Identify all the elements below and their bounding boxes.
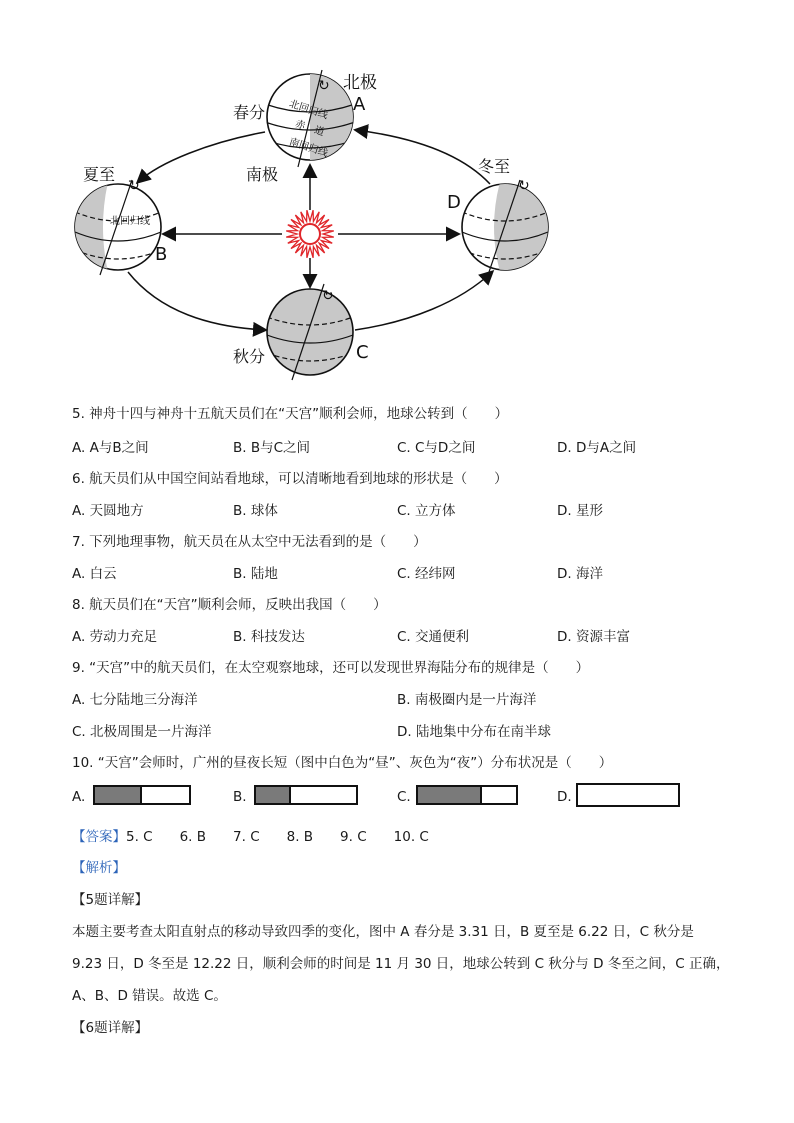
earth-autumn-c <box>267 284 353 380</box>
q6-option-d: D. 星形 <box>557 503 603 519</box>
q10-option-d-label: D. <box>557 789 572 805</box>
q5-option-a: A. A与B之间 <box>72 440 149 456</box>
label-c: C <box>356 342 369 363</box>
q8-option-b: B. 科技发达 <box>233 629 305 645</box>
q10-option-c-label: C. <box>397 789 411 805</box>
rotation-symbol-c-icon: ↻ <box>322 288 334 304</box>
label-equator: 赤 道 <box>293 118 326 139</box>
q9-option-c: C. 北极周围是一片海洋 <box>72 724 212 740</box>
label-b: B <box>155 244 168 265</box>
q10-option-c-bar <box>416 785 518 805</box>
analysis-tag: 【解析】 <box>72 860 126 876</box>
q10-option-b-bar <box>254 785 358 805</box>
rotation-symbol-d-icon: ↻ <box>518 178 530 194</box>
rotation-symbol-b-icon: ↻ <box>128 178 140 194</box>
earth-summer-b <box>75 180 161 275</box>
q7-option-a: A. 白云 <box>72 566 117 582</box>
label-winter: 冬至 <box>478 157 511 176</box>
label-spring: 春分 <box>233 103 266 122</box>
q5-option-b: B. B与C之间 <box>233 440 311 456</box>
q9-option-b: B. 南极圈内是一片海洋 <box>397 692 537 708</box>
label-a: A <box>353 94 366 115</box>
orbit-arc-c-to-d <box>355 272 492 330</box>
answer-tag: 【答案】 <box>72 829 126 845</box>
detail-5-line-2: 9.23 日，D 冬至是 12.22 日，顺利会师的时间是 11 月 30 日，地球公转到 C 秋分与 D 冬至之间，C 正确， <box>72 956 730 972</box>
question-10-stem: 10. “天宫”会师时，广州的昼夜长短（图中白色为“昼”、灰色为“夜”）分布状况是（ ） <box>72 755 613 771</box>
label-summer: 夏至 <box>83 165 116 184</box>
question-5-stem: 5. 神舟十四与神舟十五航天员们在“天宫”顺利会师，地球公转到（ ） <box>72 406 509 422</box>
q9-option-d: D. 陆地集中分布在南半球 <box>397 724 551 740</box>
q7-option-d: D. 海洋 <box>557 566 603 582</box>
q6-option-a: A. 天圆地方 <box>72 503 144 519</box>
label-south-pole: 南极 <box>246 165 279 184</box>
detail-5-line-1: 本题主要考查太阳直射点的移动导致四季的变化，图中 A 春分是 3.31 日，B 夏至是 6.22 日，C 秋分是 <box>72 924 694 940</box>
q10-option-b-label: B. <box>233 789 247 805</box>
label-north-pole: 北极 <box>343 73 377 93</box>
q7-option-b: B. 陆地 <box>233 566 278 582</box>
q10-option-a-bar <box>93 785 191 805</box>
q8-option-d: D. 资源丰富 <box>557 629 630 645</box>
orbit-arc-d-to-a <box>356 130 490 184</box>
q5-option-c: C. C与D之间 <box>397 440 476 456</box>
answer-line <box>72 825 429 845</box>
answer-values: 5. C 6. B 7. C 8. B 9. C 10. C <box>126 829 429 845</box>
label-tropic-cancer: 北回归线 <box>287 98 330 122</box>
q5-option-d: D. D与A之间 <box>557 440 637 456</box>
orbit-arc-b-to-c <box>128 272 265 330</box>
q6-option-c: C. 立方体 <box>397 503 456 519</box>
question-9-stem: 9. “天宫”中的航天员们，在太空观察地球，还可以发现世界海陆分布的规律是（ ） <box>72 660 590 676</box>
label-d: D <box>447 192 461 213</box>
q8-option-a: A. 劳动力充足 <box>72 629 158 645</box>
q8-option-c: C. 交通便利 <box>397 629 470 645</box>
detail-5-line-3: A、B、D 错误。故选 C。 <box>72 988 227 1004</box>
sun-core <box>300 224 320 244</box>
question-8-stem: 8. 航天员们在“天宫”顺利会师，反映出我国（ ） <box>72 597 387 613</box>
label-autumn: 秋分 <box>233 347 266 366</box>
label-tropic-cancer-b: 北回归线 <box>110 216 150 227</box>
detail-5-tag: 【5题详解】 <box>72 892 149 908</box>
q6-option-b: B. 球体 <box>233 503 278 519</box>
q10-option-d-bar <box>576 783 680 807</box>
q9-option-a: A. 七分陆地三分海洋 <box>72 692 198 708</box>
question-7-stem: 7. 下列地理事物，航天员在从太空中无法看到的是（ ） <box>72 534 427 550</box>
question-6-stem: 6. 航天员们从中国空间站看地球，可以清晰地看到地球的形状是（ ） <box>72 471 508 487</box>
earth-spring-a <box>265 70 355 167</box>
label-tropic-capricorn: 南回归线 <box>287 136 330 160</box>
q7-option-c: C. 经纬网 <box>397 566 456 582</box>
detail-6-tag: 【6题详解】 <box>72 1020 149 1036</box>
earth-winter-d <box>462 180 548 275</box>
earth-revolution-diagram <box>60 62 560 392</box>
q10-option-a-label: A. <box>72 789 86 805</box>
sun-icon <box>286 210 334 258</box>
rotation-symbol-a-icon: ↻ <box>318 78 330 94</box>
